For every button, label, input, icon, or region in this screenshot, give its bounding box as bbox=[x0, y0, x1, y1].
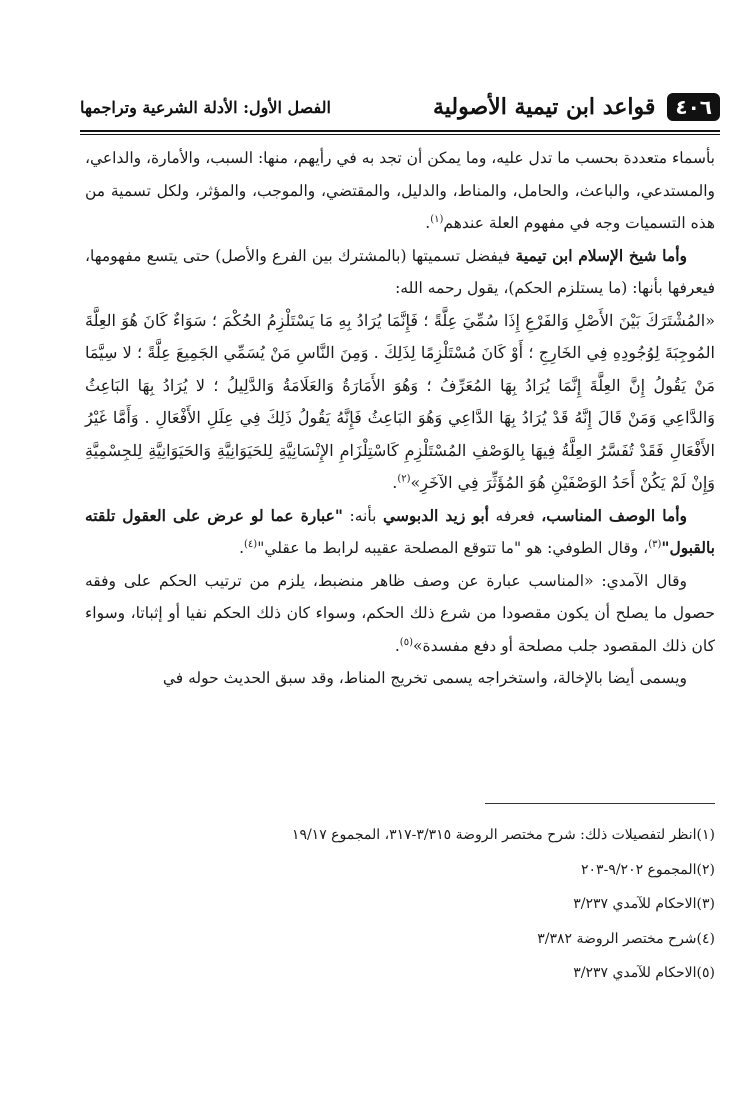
paragraph-3-bold-3: "عبارة عما لو عرض على العقول تلقته بالقبول" bbox=[85, 505, 715, 557]
paragraph-4 bbox=[85, 565, 715, 663]
footnote-5: (٥)الاحكام للآمدي ٣/٢٣٧ bbox=[573, 965, 715, 981]
paragraph-3-bold-1: وأما الوصف المناسب، bbox=[541, 505, 688, 525]
page-number: ٤٠٦ bbox=[667, 93, 720, 121]
quotation-text: «المُشْتَرَكَ بَيْنَ الأَصْلِ وَالفَرْعِ إِذَا سُمِّيَ عِلَّةً ؛ فَإِنَّمَا يُرَادُ بِهِ مَا يَسْتَلْزِمُ الحُكْمَ ؛ سَوَاءٌ كَانَ هُوَ العِلَّةَ المُوجِبَةَ لِوُجُودِهِ فِي الخَارِجِ ؛ أَوْ كَانَ مُسْتَلْزِمًا لِذَلِكَ . وَمِنَ النَّاسِ مَنْ يُسَمِّي الجَمِيعَ عِلَّةً ؛ لا سِيَّمَا مَنْ يَقُولُ إِنَّ العِلَّةَ إِنَّمَا يُرَادُ بِهَا المُعَرِّفُ ؛ وَهُوَ الأَمَارَةُ وَالعَلَامَةُ وَالدَّلِيلُ ؛ لا يُرَادُ بِهَا البَاعِثُ وَالدَّاعِي وَمَنْ قَالَ إِنَّهُ قَدْ يُرَادُ بِهَا الدَّاعِي وَهُوَ البَاعِثُ فَإِنَّهُ يَقُولُ ذَلِكَ فِي عِلَلِ الأَفْعَالِ . وَأَمَّا غَيْرُ الأَفْعَالِ فَقَدْ تُفَسَّرُ العِلَّةُ فِيهَا بِالوَصْفِ المُسْتَلْزِمِ كَاسْتِلْزَامِ الإِنْسَانِيَّةِ لِلحَيَوَانِيَّةِ وَالحَيَوَانِيَّةِ لِلجِسْمِيَّةِ وَإِنْ لَمْ يَكُنْ أَحَدُ الوَصْفَيْنِ هُوَ المُؤَثِّرَ فِي الآخَرِ» bbox=[85, 310, 716, 492]
paragraph-1-end: . bbox=[425, 214, 431, 232]
running-header bbox=[80, 90, 720, 124]
footnote-1: (١)انظر لتفصيلات ذلك: شرح مختصر الروضة ٣/٣١٥-٣١٧، المجموع ١٩/١٧ bbox=[291, 827, 715, 843]
header-rule-thin bbox=[80, 134, 720, 135]
paragraph-3-text-a: فعرفه bbox=[488, 506, 542, 525]
footnote-ref-2: (٢) bbox=[397, 473, 411, 485]
paragraph-2-text: فيفضل تسميتها (بالمشترك بين الفرع والأصل) حتى يتسع مفهومها، فيعرفها بأنها: (ما يستلزم الحكم)، يقول رحمه الله: bbox=[85, 246, 715, 297]
paragraph-3-bold-2: أبو زيد الدبوسي bbox=[382, 505, 489, 525]
chapter-title: الفصل الأول: الأدلة الشرعية وتراجمها bbox=[80, 97, 331, 117]
footnote-3: (٣)الاحكام للآمدي ٣/٢٣٧ bbox=[573, 896, 715, 912]
paragraph-3 bbox=[85, 500, 715, 565]
paragraph-5 bbox=[85, 662, 715, 695]
paragraph-3-end: . bbox=[239, 539, 245, 557]
footnotes bbox=[85, 818, 715, 991]
paragraph-4-text: وقال الآمدي: «المناسب عبارة عن وصف ظاهر منضبط، يلزم من ترتيب الحكم على وفقه حصول ما يصلح أن يكون مقصودا من شرع ذلك الحكم، وسواء كان ذلك الحكم نفيا أو إثباتا، وسواء كان ذلك المقصود جلب مصلحة أو دفع مفسدة» bbox=[85, 571, 715, 655]
quotation bbox=[85, 305, 715, 500]
footnote-2: (٢)المجموع ٩/٢٠٢-٢٠٣ bbox=[581, 861, 715, 878]
paragraph-4-end: . bbox=[394, 636, 400, 655]
footnote-ref-1: (١) bbox=[430, 213, 444, 225]
quotation-end: . bbox=[392, 473, 398, 492]
footnote-ref-3: (٣) bbox=[648, 538, 662, 550]
paragraph-1 bbox=[85, 142, 715, 240]
paragraph-3-text-c: ، وقال الطوفي: هو "ما تتوقع المصلحة عقيبه لرابط ما عقلي" bbox=[257, 539, 649, 557]
book-title: قواعد ابن تيمية الأصولية bbox=[432, 94, 656, 120]
paragraph-1-text: بأسماء متعددة بحسب ما تدل عليه، وما يمكن أن تجد به في رأيهم، منها: السبب، والأمارة، والداعي، والمستدعي، والباعث، والحامل، والمناط، والدليل، والمقتضي، والموجب، والمؤثر، ولكل تسمية من هذه التسميات وجه في مفهوم العلة عندهم bbox=[85, 149, 715, 232]
paragraph-2 bbox=[85, 240, 715, 305]
footnote-ref-4: (٤) bbox=[244, 538, 258, 550]
footnote-separator bbox=[485, 803, 715, 804]
footnote-ref-5: (٥) bbox=[399, 636, 413, 648]
body-text bbox=[85, 142, 715, 695]
paragraph-5-text: ويسمى أيضا بالإخالة، واستخراجه يسمى تخريج المناط، وقد سبق الحديث حوله في bbox=[162, 669, 687, 687]
header-rule bbox=[80, 130, 720, 132]
paragraph-3-text-b: بأنه: bbox=[342, 506, 383, 525]
footnote-4: (٤)شرح مختصر الروضة ٣/٣٨٢ bbox=[537, 930, 715, 947]
paragraph-2-bold: وأما شيخ الإسلام ابن تيمية bbox=[515, 245, 687, 265]
